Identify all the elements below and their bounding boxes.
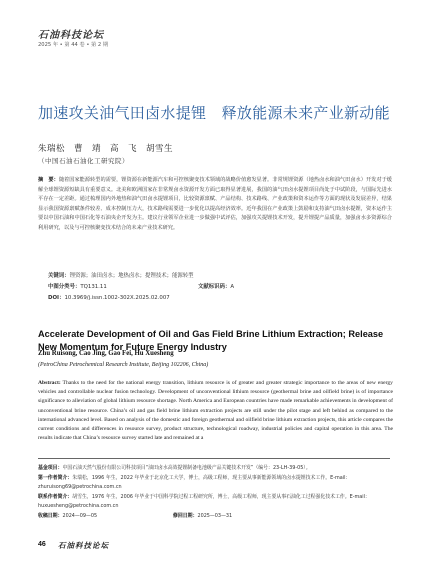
chinese-abstract-label: 摘 要： — [38, 177, 59, 183]
fund-note — [38, 464, 393, 474]
fund-text: 中国石油天然气股份有限公司科技项目“油田卤水高效提锂制备电池级产品关键技术开发”（编号：23-LH-39-05）。 — [62, 465, 311, 471]
revised-date: 2025—03—31 — [197, 512, 233, 519]
english-abstract — [38, 379, 393, 443]
footnotes — [38, 464, 393, 521]
chinese-affiliation: （中国石油石油化工研究院） — [38, 157, 129, 165]
english-abstract-text: Thanks to the need for the national energy transition, lithium resource is of greater and greater strategic importance to the areas of new energy vehicles and controllable nuclear fusion technology. Development of unconventional lithium resource (geothermal brine and oilfield brine) is of importance significance to alleviation of global lithium resource shortage. North America and European countries have made remarkable achievements in development of unconventional brine resource. China’s oil and gas field brine lithium extraction projects are still under the pilot stage and left behind as compared to the international advanced level. Based on analysis of the domestic and foreign geothermal and oilfield brine lithium extraction projects, this article compares the current conditions and differences in resource survey, product structure, technological roadway, industrial policies and capital operation in this area. The results indicate that China’s resource survey started late and remained at a — [38, 380, 393, 442]
english-abstract-label: Abstract: — [38, 380, 61, 386]
keywords-text: 锂资源；油田卤水；地热卤水；提锂技术；能源转型 — [69, 273, 194, 279]
footer-journal-logo: 石油科技论坛 — [58, 541, 109, 550]
page-number: 46 — [38, 541, 46, 548]
first-author-note — [38, 474, 393, 493]
footnote-divider — [38, 458, 390, 459]
chinese-title: 加速攻关油气田卤水提锂 释放能源未来产业新动能 — [38, 104, 390, 123]
fund-label: 基金项目： — [38, 465, 63, 471]
first-author-text: 朱瑞松，1996 年生，2022 年毕业于北京化工大学，博士，高级工程师，现主要从事新能源领域的卤水提锂技术工作。E-mail：zhuruisong69@petrochina.com.cn — [38, 474, 351, 490]
chinese-abstract — [38, 176, 392, 234]
doi-label: DOI： — [48, 295, 65, 301]
english-affiliation: (PetroChina Petrochemical Research Institute, Beijing 102206, China) — [38, 362, 209, 368]
revised-label: 修回日期： — [173, 512, 198, 519]
contact-author-label: 联系作者简介： — [38, 493, 73, 500]
keywords-label: 关键词： — [48, 273, 70, 279]
doc-code — [198, 282, 234, 290]
clc-value: TQ131.11 — [80, 284, 107, 290]
english-title: Accelerate Development of Oil and Gas Field Brine Lithium Extraction; Release New Momentum for Future Energy Industry — [38, 328, 384, 352]
first-author-label: 第一作者简介： — [38, 474, 73, 481]
journal-logo: 石油科技论坛 — [38, 30, 104, 41]
received-label: 收稿日期： — [38, 512, 63, 519]
contact-author-note — [38, 493, 393, 512]
chinese-authors: 朱瑞松 曹 靖 高 飞 胡雪生 — [38, 144, 174, 154]
english-authors: Zhu Ruisong, Cao Jing, Gao Fei, Hu Xuesheng — [38, 350, 174, 357]
classification-line — [48, 282, 388, 290]
clc-label: 中图分类号： — [48, 284, 81, 290]
doi-value: 10.3969/j.issn.1002-302X.2025.02.007 — [64, 295, 170, 301]
received-date: 2024—09—05 — [62, 512, 98, 519]
doc-code-label: 文献标识码： — [198, 284, 231, 290]
chinese-keywords — [48, 271, 194, 279]
issue-info: 2025 年 • 第 44 卷 • 第 2 期 — [38, 42, 109, 48]
doi-line — [48, 293, 170, 301]
doc-code-value: A — [230, 284, 235, 290]
contact-author-text: 胡雪生，1976 年生，2006 年毕业于中国科学院过程工程研究所，博士，高级工程师，现主要从事石油化工过程强化技术工作。E-mail：huxuesheng@petrochina.com.cn — [38, 493, 370, 509]
chinese-abstract-text: 随着国家能源转型的需要，锂资源在新能源汽车和可控核聚变技术领域的战略价值愈发显著。非常规锂资源（地热卤水和油气田卤水）开发对于缓解全球锂资源短缺具有重要意义。北美和欧洲国家在非常规卤水资源开发方面已取得显著进展，我国的油气田卤水提锂项目尚处于中试阶段，与国际先进水平存在一定差距。通过梳理国内外地热和油气田卤水提锂项目，比较资源禀赋、产品结构、技术路线、产业政策和资本运作等方面的现状及发展差异，结果显示我国资源禀赋条件较差、成本控制压力大，技术路线需要进一步优化以提高经济效率。近年我国在产业政策上鼓励和支持油气田卤水提锂，资本运作主要以中国石油和中国石化等石油央企开发为主。建议行业领军企业进一步做强中试评估，加强攻关提锂技术开发，提升锂提产品质量，加强卤水多资源综合利用研究，以及与可控核聚变技术结合的未来产业技术研究。 — [38, 177, 392, 231]
dates-note — [38, 512, 378, 522]
revised-group — [173, 512, 232, 522]
